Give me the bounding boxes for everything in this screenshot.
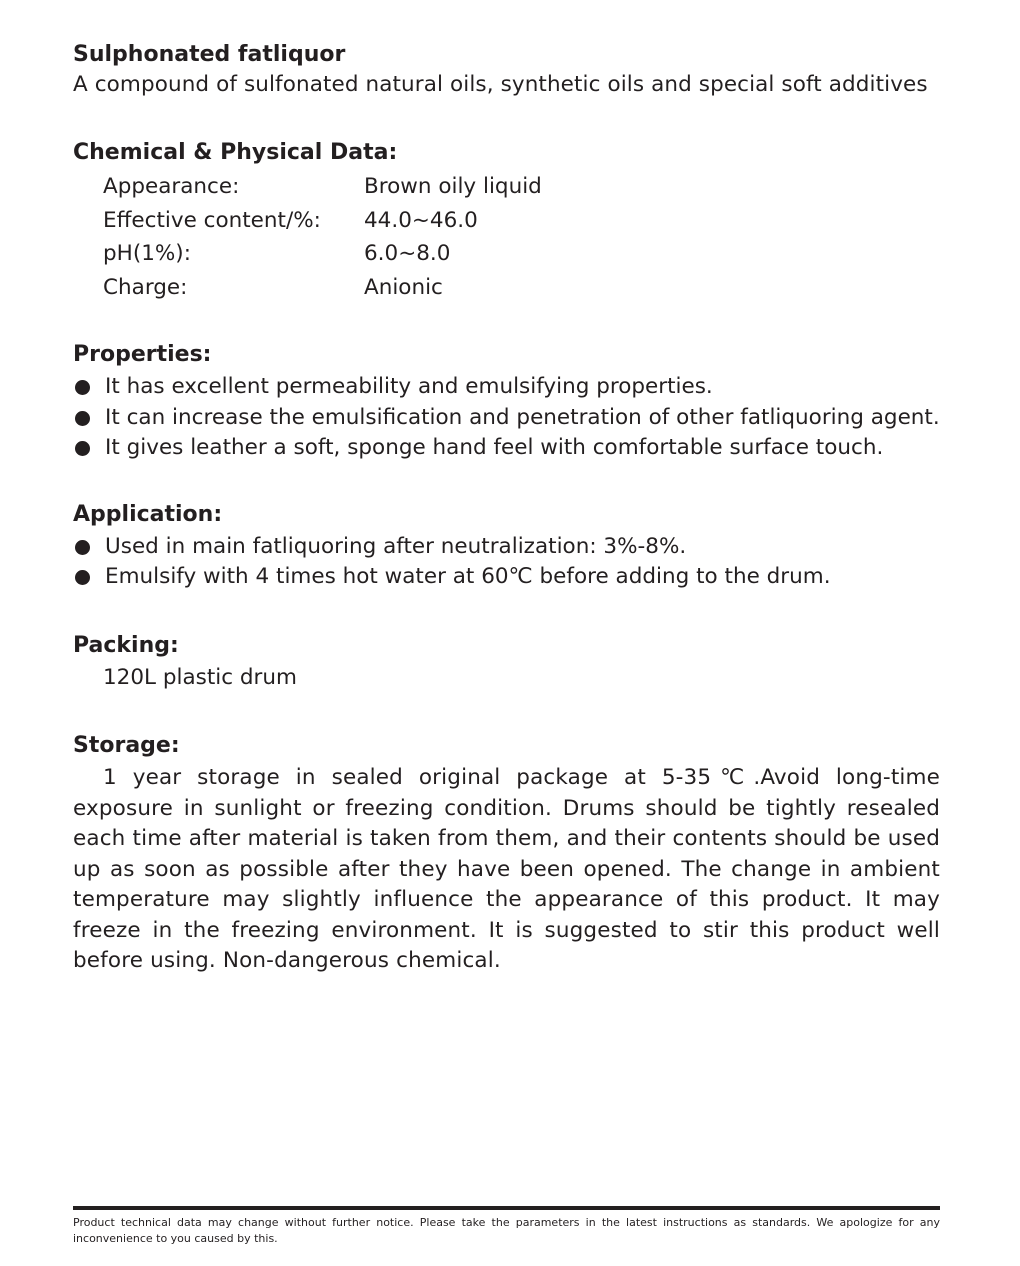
bullet-dot-icon xyxy=(75,441,90,456)
list-item-text: It has excellent permeability and emulsifying properties. xyxy=(105,374,713,399)
product-subtitle: A compound of sulfonated natural oils, synthetic oils and special soft additives xyxy=(73,72,928,97)
data-label: Charge: xyxy=(103,274,188,300)
packing-text: 120L plastic drum xyxy=(103,664,297,690)
footer xyxy=(73,1206,940,1246)
data-value: 44.0~46.0 xyxy=(364,207,478,233)
list-item xyxy=(73,562,940,593)
data-row-effective-content xyxy=(103,204,542,238)
properties-list xyxy=(73,372,940,464)
list-item-text: Used in main fatliquoring after neutralization: 3%-8%. xyxy=(105,533,687,559)
chemical-data-heading: Chemical & Physical Data: xyxy=(73,140,398,165)
data-value: Brown oily liquid xyxy=(364,174,542,199)
chemical-data-section xyxy=(73,138,940,304)
bullet-dot-icon xyxy=(75,380,90,395)
storage-section xyxy=(73,731,940,977)
bullet-dot-icon xyxy=(75,540,90,555)
list-item-text: It gives leather a soft, sponge hand feel with comfortable surface touch. xyxy=(105,435,884,460)
list-item xyxy=(73,433,940,464)
list-item xyxy=(73,372,940,403)
data-row-appearance xyxy=(103,170,542,204)
footer-notice: Product technical data may change without further notice. Please take the parameters in the latest instructions as standards. We apologize for any inconvenience to you caused by this. xyxy=(73,1216,940,1245)
storage-text: 1 year storage in sealed original package at 5-35℃.Avoid long-time exposure in sunlight or freezing condition. Drums should be tightly resealed each time after material is taken from them, and their contents should be used up as soon as possible after they have been opened. The change in ambient temperature may slightly influence the appearance of this product. It may freeze in the freezing environment. It is suggested to stir this product well before using. Non-dangerous chemical. xyxy=(73,765,940,973)
chemical-data-table xyxy=(103,170,542,304)
data-value: 6.0~8.0 xyxy=(364,241,451,266)
list-item xyxy=(73,403,940,434)
list-item xyxy=(73,532,940,563)
application-list xyxy=(73,532,940,593)
properties-heading: Properties: xyxy=(73,342,212,367)
data-label: Appearance: xyxy=(103,174,240,199)
product-title: Sulphonated fatliquor xyxy=(73,42,346,67)
bullet-dot-icon xyxy=(75,570,90,585)
list-item-text: Emulsify with 4 times hot water at 60℃ before adding to the drum. xyxy=(105,564,831,589)
data-row-charge xyxy=(103,271,542,305)
packing-section xyxy=(73,631,940,694)
data-value: Anionic xyxy=(364,274,443,300)
data-label: Effective content/%: xyxy=(103,207,321,233)
storage-heading: Storage: xyxy=(73,733,180,758)
document-body xyxy=(73,40,940,977)
data-row-ph xyxy=(103,237,542,271)
data-label: pH(1%): xyxy=(103,241,191,266)
application-heading: Application: xyxy=(73,501,223,527)
packing-heading: Packing: xyxy=(73,632,179,658)
bullet-dot-icon xyxy=(75,411,90,426)
application-section xyxy=(73,500,940,593)
properties-section xyxy=(73,340,940,464)
list-item-text: It can increase the emulsification and penetration of other fatliquoring agent. xyxy=(105,404,940,430)
